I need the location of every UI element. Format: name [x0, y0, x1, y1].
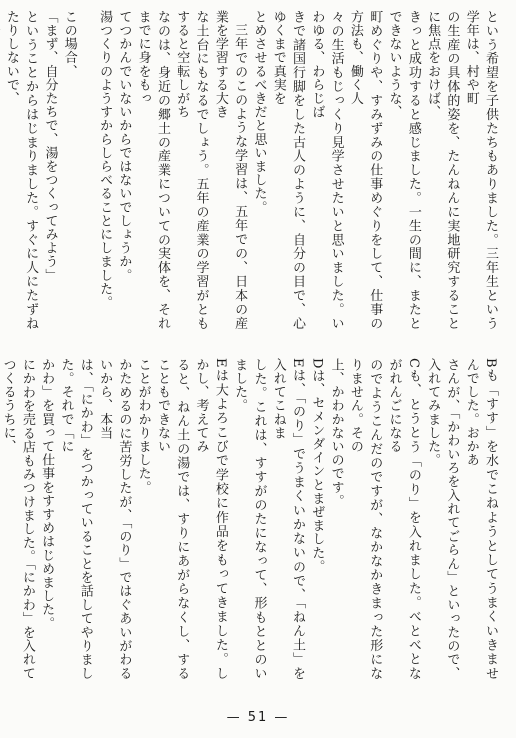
- text-column: きっと成功すると感じました。一生の間に、またとできないような、: [386, 10, 421, 330]
- text-column: 々の生活もじっくり見学させたいと思いました。いわゆる、わらじば: [309, 10, 344, 330]
- text-column: 「まず、自分たちで、湯をつくってみよう」: [42, 10, 58, 282]
- text-column: なのは、身近の郷土の産業についての実体を、それまでに身をもっ: [135, 10, 170, 330]
- text-column: Eは、「のり」でうまくいかないので、「ねん土」を入れてこねま: [270, 358, 306, 680]
- text-column: とめさせるべきだと思いました。: [251, 10, 267, 214]
- text-column: Dは、セメンダインとまぜました。: [309, 358, 325, 574]
- text-column: 上、かわかないのです。: [328, 358, 344, 508]
- text-column: 湯つくりのようすからしらべることにしました。: [97, 10, 113, 310]
- text-column: かわ」を買って仕事をすすめはじめました。: [39, 358, 55, 630]
- text-column: ことがわかりました。: [135, 358, 151, 494]
- text-column: した。これは、すすがのたになって、形もととのいました。: [232, 358, 267, 680]
- text-column: Bも「すす」を水でこねようとしてうまくいきませんでした。おかあ: [463, 358, 498, 680]
- text-block-bottom: [0, 358, 500, 680]
- text-column: にかわを売る店もみつけました。「にかわ」を入れてつくるうちに、: [0, 358, 35, 680]
- text-column: 町めぐりや、すみずみの仕事めぐりをして、仕事の方法も、働く人: [347, 10, 383, 330]
- text-column: ると、ねん土の湯では、すりにあがらなくし、することもできない: [154, 358, 190, 680]
- text-column: てつかんでいないからではないでしょうか。: [116, 10, 132, 282]
- page-number: — 51 —: [226, 710, 290, 725]
- text-column: [0, 10, 2, 330]
- text-block-top: [3, 10, 500, 330]
- text-column: Cも、とうとう「のり」を入れました。べとべとながれんごになる: [386, 358, 421, 680]
- text-column: きで諸国行脚をした古人のように、自分の目で、心ゆくまで真実を: [270, 10, 306, 330]
- text-column: Eは大よろこびで学校に作品をもってきました。しかし、考えてみ: [193, 358, 228, 680]
- text-column: という希望を子供たちもありました。三年生という学年は、村や町: [463, 10, 498, 330]
- text-column: さんが、「かわいろを入れてごらん」といったので、入れてみました。: [425, 358, 460, 680]
- text-column: の生産の具体的姿を、たんねんに実地研究することに焦点をおけば、: [425, 10, 460, 330]
- text-column: かためるのに苦労したが、「のり」ではぐあいがわるいから、本当: [97, 358, 132, 680]
- text-column: この場合、: [61, 10, 77, 78]
- text-column: な土台にもなるでしょう。五年の産業の学習がともすると空転しがち: [174, 10, 209, 330]
- text-column: は、「にかわ」をつかっていることを話してやりました。それで「に: [58, 358, 93, 680]
- text-column: のでようこんだのですが、なかなかきまった形になりません。その: [347, 358, 383, 680]
- text-column: ということからはじまりました。すぐに人にたずねたりしないで、: [3, 10, 39, 330]
- text-column: 三年でのこのような学習は、五年での、日本の産業を学習する大き: [212, 10, 248, 330]
